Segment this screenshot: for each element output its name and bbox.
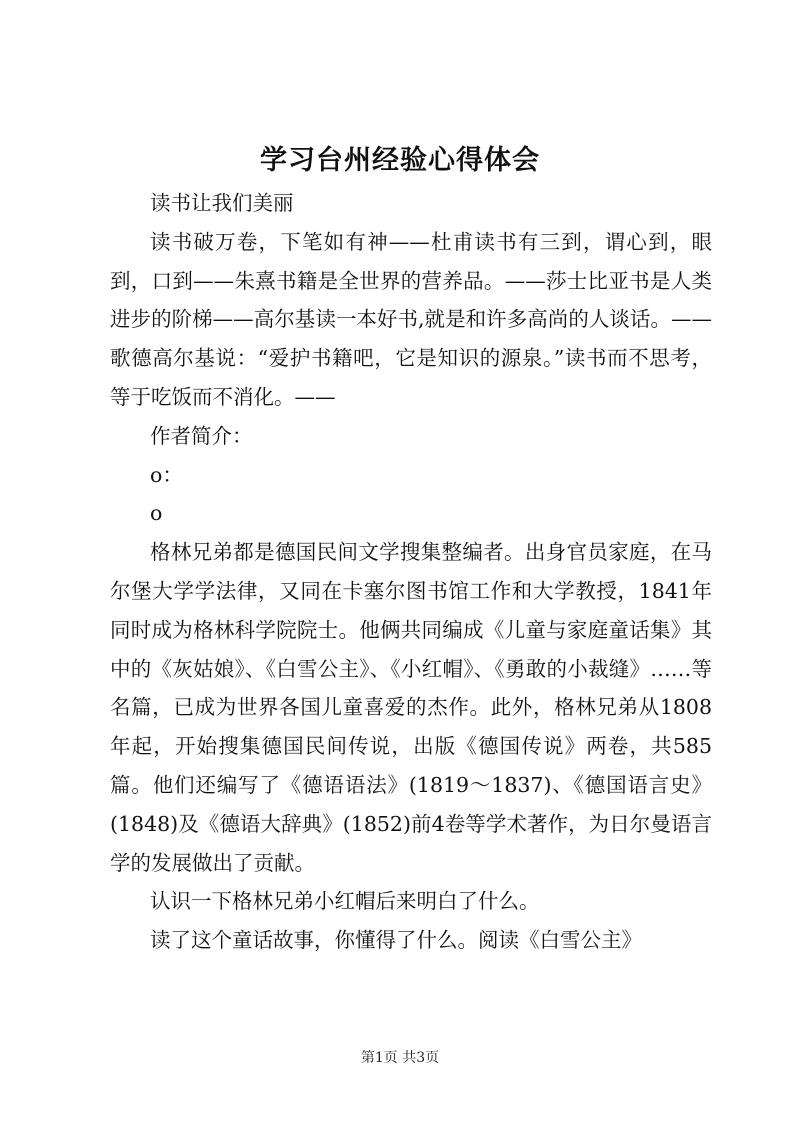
paragraph-7: 认识一下格林兄弟小红帽后来明白了什么。 xyxy=(150,889,540,914)
document-title: 学习台州经验心得体会 xyxy=(260,145,540,176)
paragraph-2: 读书破万卷，下笔如有神——杜甫读书有三到，谓心到，眼到，口到——朱熹书籍是全世界的营养品。——莎士比亚书是人类进步的阶梯——高尔基读一本好书,就是和许多高尚的人谈话。——歌德高尔基说：“爱护书籍吧，它是知识的源泉。”读书而不思考，等于吃饭而不消化。—— xyxy=(110,229,712,409)
document-body xyxy=(110,184,712,960)
paragraph-3: 作者简介： xyxy=(150,423,253,448)
page-number-footer: 第1页 共3页 xyxy=(360,1050,440,1066)
paragraph-1: 读书让我们美丽 xyxy=(150,191,294,215)
paragraph-8: 读了这个童话故事，你懂得了什么。阅读《白雪公主》 xyxy=(150,928,642,953)
paragraph-5: o xyxy=(150,501,163,526)
paragraph-4: o： xyxy=(150,462,183,487)
paragraph-6: 格林兄弟都是德国民间文学搜集整编者。出身官员家庭，在马尔堡大学学法律，又同在卡塞尔图书馆工作和大学教授，1841年同时成为格林科学院院士。他俩共同编成《儿童与家庭童话集》其中的《灰姑娘》、《白雪公主》、《小红帽》、《勇敢的小裁缝》……等名篇，已成为世界各国儿童喜爱的杰作。此外，格林兄弟从1808年起，开始搜集德国民间传说，出版《德国传说》两卷，共585篇。他们还编写了《德语语法》(1819～1837)、《德国语言史》(1848)及《德语大辞典》(1852)前4卷等学术著作，为日尔曼语言学的发展做出了贡献。 xyxy=(110,540,712,875)
